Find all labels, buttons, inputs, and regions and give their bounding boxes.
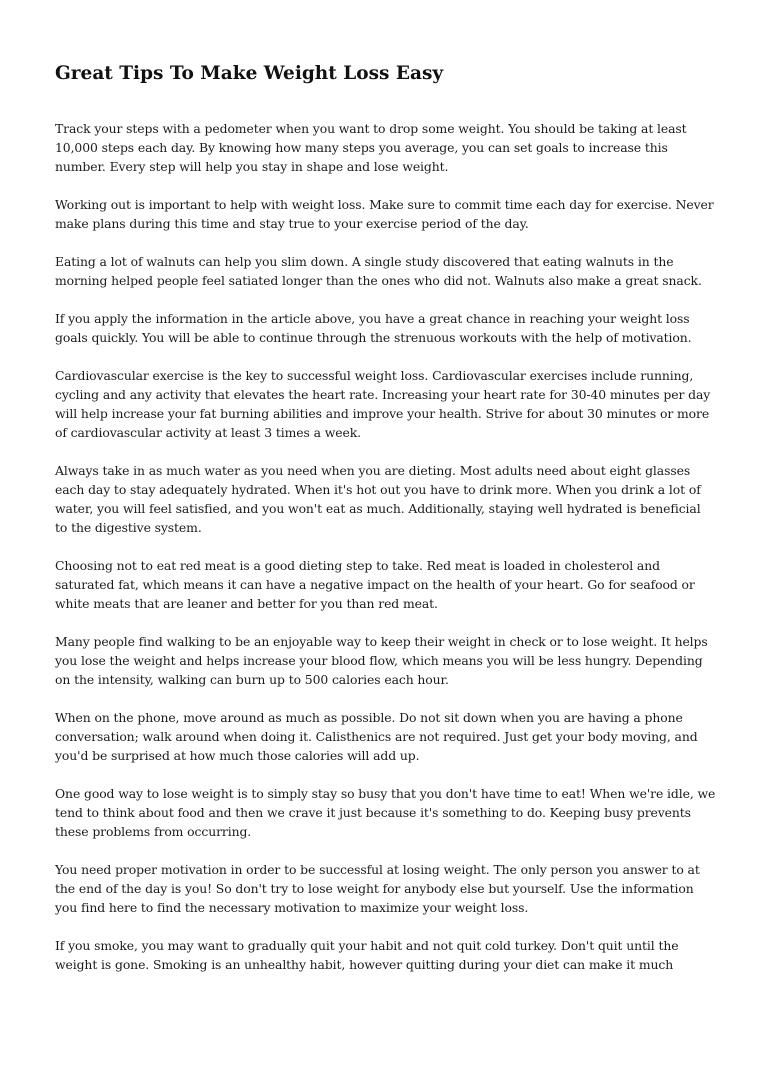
paragraph-smoking: If you smoke, you may want to gradually quit your habit and not quit cold turkey. Don't quit until the weight is gone. Smoking is an unhealthy habit, however quitting during your diet can make it much xyxy=(55,938,679,972)
paragraph-cardiovascular: Cardiovascular exercise is the key to successful weight loss. Cardiovascular exercises include running, cycling and any activity that elevates the heart rate. Increasing your heart rate for 30-40 minutes per day will help increase your fat burning abilities and improve your health. Strive for about 30 minutes or more of cardiovascular activity at least 3 times a week. xyxy=(55,368,711,440)
paragraph-apply-information: If you apply the information in the article above, you have a great chance in reaching your weight loss goals quickly. You will be able to continue through the strenuous workouts with the help of motivation. xyxy=(55,311,692,345)
document-title: Great Tips To Make Weight Loss Easy xyxy=(55,63,444,84)
paragraph-stay-busy: One good way to lose weight is to simply stay so busy that you don't have time to eat! When we're idle, we tend to think about food and then we crave it just because it's something to do. Keeping busy prevents these problems from occurring. xyxy=(55,786,716,839)
paragraph-motivation: You need proper motivation in order to be successful at losing weight. The only person you answer to at the end of the day is you! So don't try to lose weight for anybody else but yourself. Use the information you find here to find the necessary motivation to maximize your weight loss. xyxy=(55,862,700,915)
paragraph-pedometer: Track your steps with a pedometer when you want to drop some weight. You should be taking at least 10,000 steps each day. By knowing how many steps you average, you can set goals to increase this number. Every step will help you stay in shape and lose weight. xyxy=(55,121,687,174)
paragraph-walking: Many people find walking to be an enjoyable way to keep their weight in check or to lose weight. It helps you lose the weight and helps increase your blood flow, which means you will be less hungry. Depending on the intensity, walking can burn up to 500 calories each hour. xyxy=(55,634,708,687)
paragraph-working-out: Working out is important to help with weight loss. Make sure to commit time each day for exercise. Never make plans during this time and stay true to your exercise period of the day. xyxy=(55,197,714,231)
paragraph-water: Always take in as much water as you need when you are dieting. Most adults need about eight glasses each day to stay adequately hydrated. When it's hot out you have to drink more. When you drink a lot of water, you will feel satisfied, and you won't eat as much. Additionally, staying well hydrated is beneficial to the digestive system. xyxy=(55,463,701,535)
paragraph-walnuts: Eating a lot of walnuts can help you slim down. A single study discovered that eating walnuts in the morning helped people feel satiated longer than the ones who did not. Walnuts also make a great snack. xyxy=(55,254,702,288)
paragraph-phone: When on the phone, move around as much as possible. Do not sit down when you are having a phone conversation; walk around when doing it. Calisthenics are not required. Just get your body moving, and you'd be surprised at how much those calories will add up. xyxy=(55,710,698,763)
paragraph-red-meat: Choosing not to eat red meat is a good dieting step to take. Red meat is loaded in cholesterol and saturated fat, which means it can have a negative impact on the health of your heart. Go for seafood or white meats that are leaner and better for you than red meat. xyxy=(55,558,695,611)
